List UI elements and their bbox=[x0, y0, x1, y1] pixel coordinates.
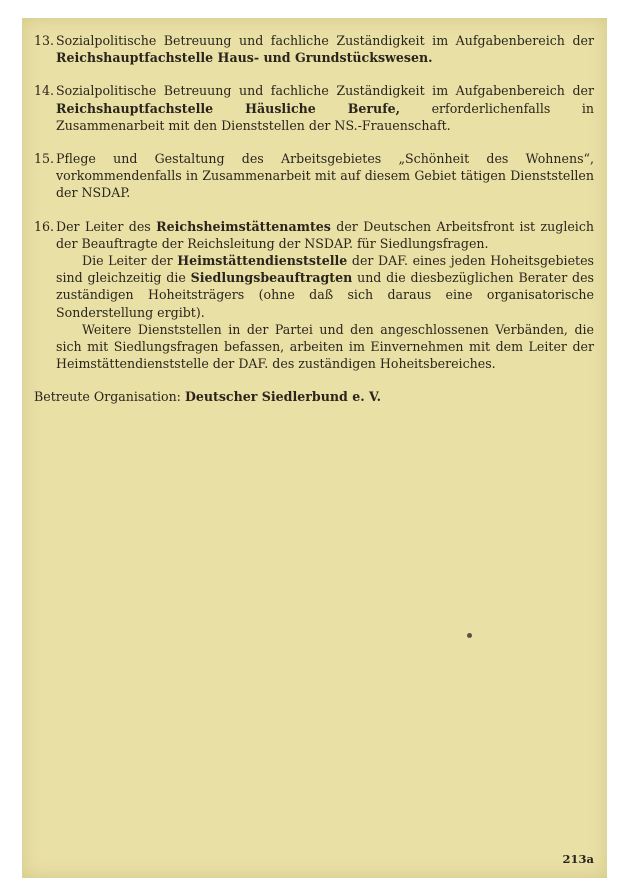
list-item-14 bbox=[34, 82, 594, 134]
organisation-name: Deutscher Siedlerbund e. V. bbox=[184, 389, 381, 405]
para-text: Die Leiter der bbox=[82, 253, 178, 269]
item-text-continued: der Deutschen Arbeitsfront ist zugleich der Beauftragte der Reichsleitung der NSDAP. für Siedlungsfragen. bbox=[56, 218, 594, 251]
item-text: Der Leiter des bbox=[56, 218, 157, 234]
item-text: Sozialpolitische Betreuung und fachliche Zuständigkeit im Aufgabenbereich der bbox=[56, 83, 594, 99]
speck-dot bbox=[467, 633, 472, 638]
item-paragraph-3: Weitere Dienststellen in der Partei und den angeschlossenen Verbänden, die sich mit Siedlungsfragen befassen, arbeiten im Einvernehmen mit dem Leiter der Heimstättendienststelle der DAF. des zuständigen Hoheitsbereiches. bbox=[56, 321, 594, 372]
organisation-label: Betreute Organisation: bbox=[34, 389, 185, 405]
document-page bbox=[22, 18, 607, 878]
list-item-15 bbox=[34, 150, 594, 202]
item-paragraph-2 bbox=[56, 252, 594, 321]
item-bold-text: Reichshauptfachstelle Häusliche Berufe, bbox=[56, 100, 401, 116]
item-bold-text: Reichshauptfachstelle Haus- und Grundstückswesen. bbox=[56, 50, 433, 66]
para-bold-text: Heimstättendienststelle bbox=[177, 253, 348, 269]
list-item-13 bbox=[34, 32, 594, 66]
para-text: der DAF. eines jeden Hoheitsgebietes sind gleichzeitig die bbox=[56, 253, 594, 286]
item-text-continued: erforderlichenfalls in Zusammenarbeit mit den Dienststellen der NS.-Frauenschaft. bbox=[56, 100, 594, 133]
organisation-line bbox=[34, 388, 594, 405]
item-number: 13. bbox=[34, 33, 55, 48]
item-number: 15. bbox=[34, 151, 55, 167]
item-bold-text: Reichsheimstättenamtes bbox=[156, 218, 331, 234]
para-text: und die diesbezüglichen Berater des zuständigen Hoheitsträgers (ohne daß sich daraus eine organisatorische Sonderstellung ergibt). bbox=[56, 270, 594, 320]
item-paragraph-1 bbox=[56, 218, 594, 252]
page-content bbox=[34, 32, 594, 406]
para-bold-text: Siedlungsbeauftragten bbox=[190, 270, 353, 286]
list-item-16 bbox=[34, 218, 594, 373]
item-text: Sozialpolitische Betreuung und fachliche Zuständigkeit im Aufgabenbereich der bbox=[56, 33, 594, 48]
page-number: 213a bbox=[562, 852, 594, 866]
item-text: Pflege und Gestaltung des Arbeitsgebietes „Schönheit des Wohnens“, vorkommendenfalls in Zusammenarbeit mit auf diesem Gebiet tätigen Dienststellen der NSDAP. bbox=[56, 151, 594, 201]
item-number: 14. bbox=[34, 83, 55, 99]
item-number: 16. bbox=[34, 218, 55, 234]
